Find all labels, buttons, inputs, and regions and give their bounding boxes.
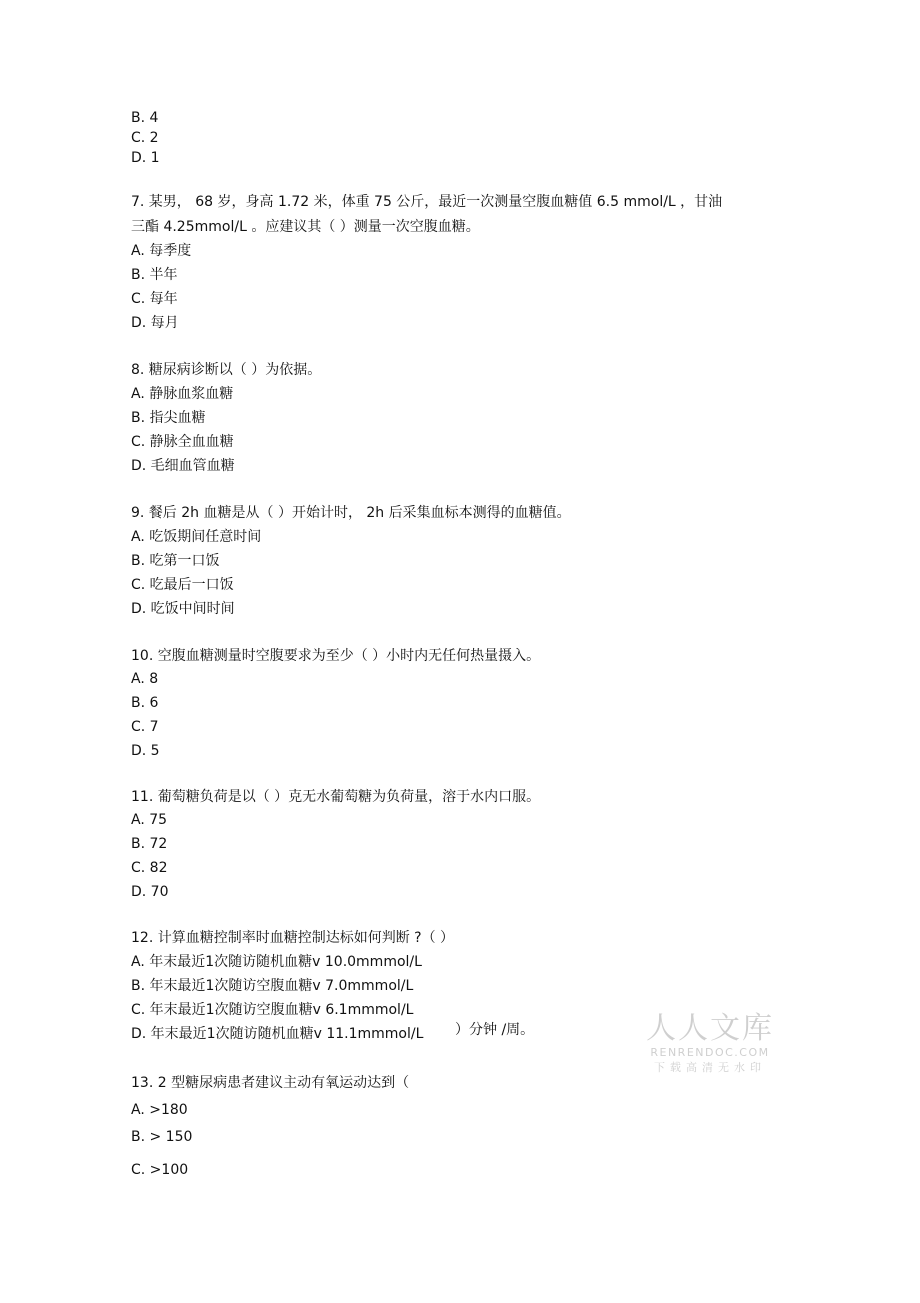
question-12-option-b: B. 年末最近1次随访空腹血糖v 7.0mmmol/L <box>131 978 414 994</box>
question-12-stem: 12. 计算血糖控制率时血糖控制达标如何判断 ?（ ） <box>131 930 455 946</box>
question-13-option-a: A. >180 <box>131 1102 188 1118</box>
question-9-option-a: A. 吃饭期间任意时间 <box>131 529 262 545</box>
question-13-stem: 13. 2 型糖尿病患者建议主动有氧运动达到（ <box>131 1075 410 1091</box>
question-7-option-b: B. 半年 <box>131 267 178 283</box>
question-8-option-d: D. 毛细血管血糖 <box>131 458 235 474</box>
question-12-option-a: A. 年末最近1次随访随机血糖v 10.0mmmol/L <box>131 954 422 970</box>
question-9-option-b: B. 吃第一口饭 <box>131 553 220 569</box>
question-8-stem: 8. 糖尿病诊断以（ ）为依据。 <box>131 362 322 378</box>
question-7-stem-line-2: 三酯 4.25mmol/L 。应建议其（ ）测量一次空腹血糖。 <box>131 219 480 235</box>
question-12-option-c: C. 年末最近1次随访空腹血糖v 6.1mmmol/L <box>131 1002 414 1018</box>
question-12-option-d: D. 年末最近1次随访随机血糖v 11.1mmmol/L <box>131 1026 424 1042</box>
question-11-option-c: C. 82 <box>131 860 168 876</box>
option-d: D. 1 <box>131 150 160 166</box>
option-b: B. 4 <box>131 110 159 126</box>
renrendoc-watermark <box>645 1012 775 1075</box>
question-10-option-c: C. 7 <box>131 719 159 735</box>
question-13-option-b: B. > 150 <box>131 1129 193 1145</box>
question-7-stem-line-1: 7. 某男， 68 岁，身高 1.72 米，体重 75 公斤，最近一次测量空腹血糖值 6.5 mmol/L ，甘油 <box>131 194 723 210</box>
question-13-stem-fragment: ）分钟 /周。 <box>455 1022 535 1038</box>
question-10-stem: 10. 空腹血糖测量时空腹要求为至少（ ）小时内无任何热量摄入。 <box>131 648 541 664</box>
question-13-option-c: C. >100 <box>131 1162 189 1178</box>
question-7-option-d: D. 每月 <box>131 315 179 331</box>
question-11-stem: 11. 葡萄糖负荷是以（ ）克无水葡萄糖为负荷量，溶于水内口服。 <box>131 789 541 805</box>
option-c: C. 2 <box>131 130 159 146</box>
question-9-option-c: C. 吃最后一口饭 <box>131 577 234 593</box>
question-10-option-d: D. 5 <box>131 743 160 759</box>
question-7-option-a: A. 每季度 <box>131 243 192 259</box>
question-10-option-b: B. 6 <box>131 695 159 711</box>
watermark-subtitle: 下载高清无水印 <box>654 1061 766 1074</box>
question-7-option-c: C. 每年 <box>131 291 178 307</box>
question-8-option-b: B. 指尖血糖 <box>131 410 206 426</box>
question-8-option-c: C. 静脉全血血糖 <box>131 434 234 450</box>
question-9-stem: 9. 餐后 2h 血糖是从（ ）开始计时， 2h 后采集血标本测得的血糖值。 <box>131 505 571 521</box>
question-11-option-a: A. 75 <box>131 812 168 828</box>
question-11-option-b: B. 72 <box>131 836 168 852</box>
question-11-option-d: D. 70 <box>131 884 169 900</box>
question-9-option-d: D. 吃饭中间时间 <box>131 601 235 617</box>
watermark-url: RENRENDOC.COM <box>650 1046 770 1059</box>
question-8-option-a: A. 静脉血浆血糖 <box>131 386 234 402</box>
watermark-title: 人人文库 <box>646 1011 774 1046</box>
question-10-option-a: A. 8 <box>131 671 159 687</box>
